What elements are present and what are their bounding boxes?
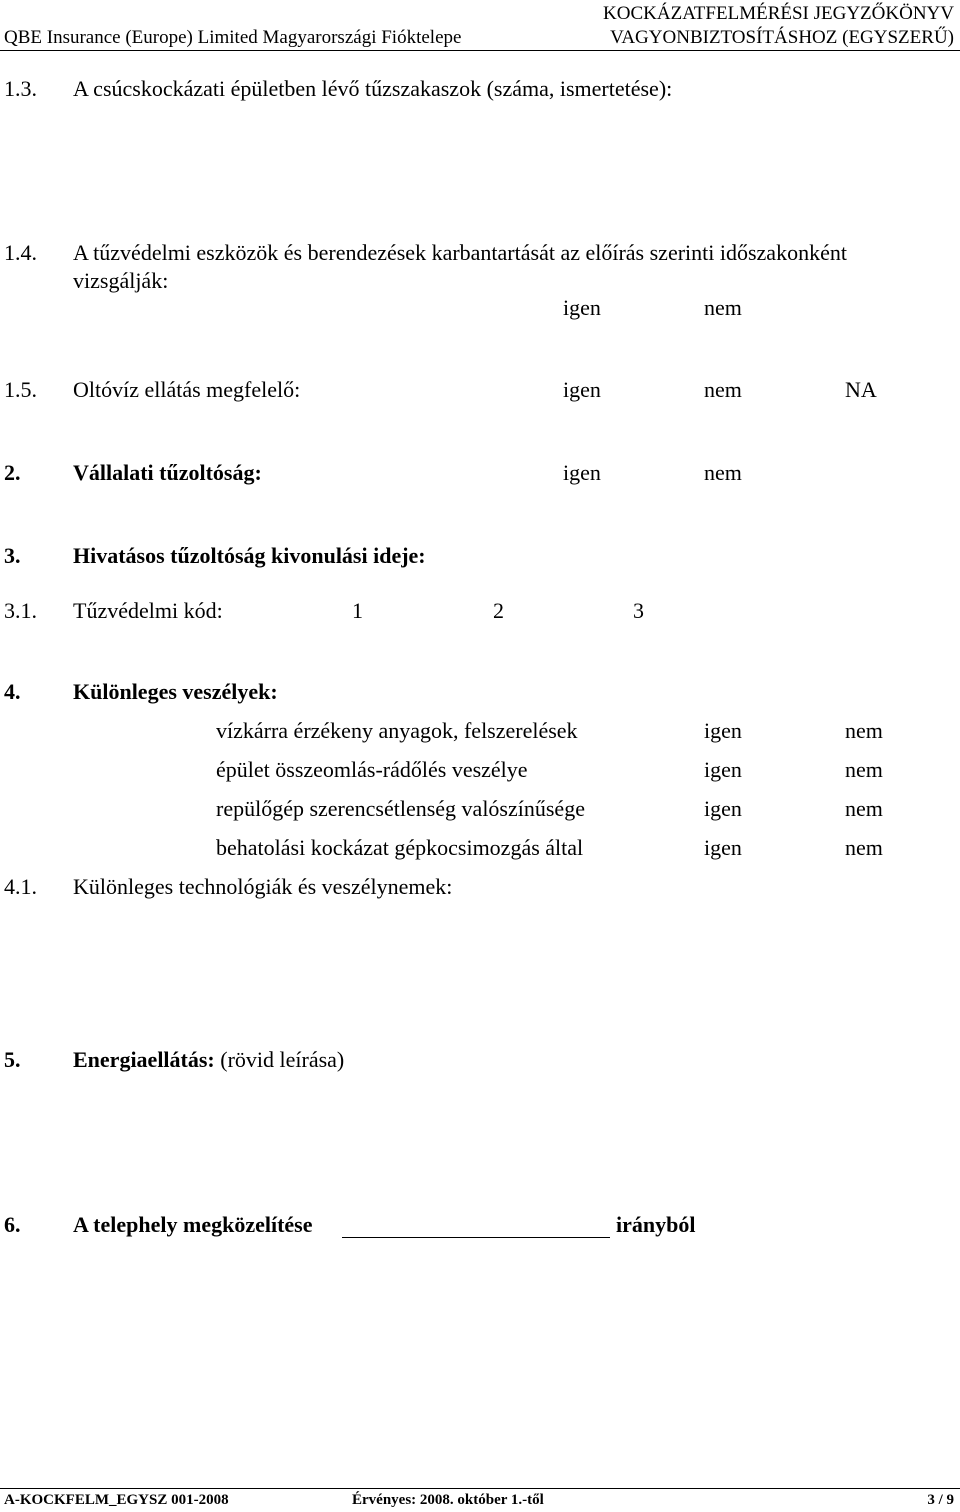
hazard-item-no-option[interactable]: nem xyxy=(845,718,883,743)
section-5-text xyxy=(73,1049,344,1071)
hazard-item-label: behatolási kockázat gépkocsimozgás által xyxy=(216,835,584,860)
section-1-5-text: Oltóvíz ellátás megfelelő: xyxy=(73,377,301,402)
section-2-yes-option[interactable]: igen xyxy=(563,460,601,485)
section-1-5-yes-option[interactable]: igen xyxy=(563,377,601,402)
section-3-number: 3. xyxy=(4,543,21,568)
section-5-title: Energiaellátás: xyxy=(73,1047,215,1072)
hazard-item-no-option[interactable]: nem xyxy=(845,835,883,860)
fire-code-option-1[interactable]: 1 xyxy=(352,598,363,623)
footer-rule xyxy=(0,1488,960,1489)
hazard-item-yes-option[interactable]: igen xyxy=(704,796,742,821)
footer-document-code: A-KOCKFELM_EGYSZ 001-2008 xyxy=(4,1492,229,1508)
hazard-item-yes-option[interactable]: igen xyxy=(704,757,742,782)
hazard-item-label: épület összeomlás-rádőlés veszélye xyxy=(216,757,528,782)
section-6-number: 6. xyxy=(4,1212,21,1237)
section-4-1-number: 4.1. xyxy=(4,874,37,899)
footer-page-number: 3 / 9 xyxy=(927,1492,954,1508)
hazard-item-yes-option[interactable]: igen xyxy=(704,835,742,860)
section-6-text: A telephely megközelítése xyxy=(73,1212,313,1237)
section-3-1-text: Tűzvédelmi kód: xyxy=(73,598,223,623)
section-1-4-text-line1: A tűzvédelmi eszközök és berendezések karbantartását az előírás szerinti időszakonként xyxy=(73,240,847,265)
section-1-4-number: 1.4. xyxy=(4,240,37,265)
hazard-item-no-option[interactable]: nem xyxy=(845,796,883,821)
hazard-item-no-option[interactable]: nem xyxy=(845,757,883,782)
section-2-number: 2. xyxy=(4,460,21,485)
section-1-4-yes-option[interactable]: igen xyxy=(563,295,601,320)
section-2-no-option[interactable]: nem xyxy=(704,460,742,485)
fire-code-option-2[interactable]: 2 xyxy=(493,598,504,623)
hazard-item-yes-option[interactable]: igen xyxy=(704,718,742,743)
section-1-3-text: A csúcskockázati épületben lévő tűzszakaszok (száma, ismertetése): xyxy=(73,76,673,101)
section-2-text: Vállalati tűzoltóság: xyxy=(73,460,262,485)
direction-blank-field[interactable] xyxy=(342,1237,610,1238)
section-1-5-number: 1.5. xyxy=(4,377,37,402)
section-4-1-text: Különleges technológiák és veszélynemek: xyxy=(73,874,453,899)
document-title-line1: KOCKÁZATFELMÉRÉSI JEGYZŐKÖNYV xyxy=(603,3,954,24)
section-4-text: Különleges veszélyek: xyxy=(73,679,278,704)
footer-validity: Érvényes: 2008. október 1.-től xyxy=(352,1492,544,1508)
section-3-1-number: 3.1. xyxy=(4,598,37,623)
section-1-5-no-option[interactable]: nem xyxy=(704,377,742,402)
hazard-item-label: repülőgép szerencsétlenség valószínűsége xyxy=(216,796,585,821)
document-title-line2: VAGYONBIZTOSÍTÁSHOZ (EGYSZERŰ) xyxy=(610,27,954,48)
header-rule xyxy=(0,50,960,51)
company-name: QBE Insurance (Europe) Limited Magyarországi Fióktelepe xyxy=(4,27,462,48)
section-1-4-text-line2: vizsgálják: xyxy=(73,268,169,293)
section-4-number: 4. xyxy=(4,679,21,704)
hazard-item-label: vízkárra érzékeny anyagok, felszerelések xyxy=(216,718,578,743)
section-5-hint: (rövid leírása) xyxy=(220,1047,345,1072)
fire-code-option-3[interactable]: 3 xyxy=(633,598,644,623)
section-5-number: 5. xyxy=(4,1047,21,1072)
section-1-4-no-option[interactable]: nem xyxy=(704,295,742,320)
section-1-5-na-option[interactable]: NA xyxy=(845,377,877,402)
section-1-3-number: 1.3. xyxy=(4,76,37,101)
section-3-text: Hivatásos tűzoltóság kivonulási ideje: xyxy=(73,543,426,568)
section-6-text-after: irányból xyxy=(616,1212,696,1237)
